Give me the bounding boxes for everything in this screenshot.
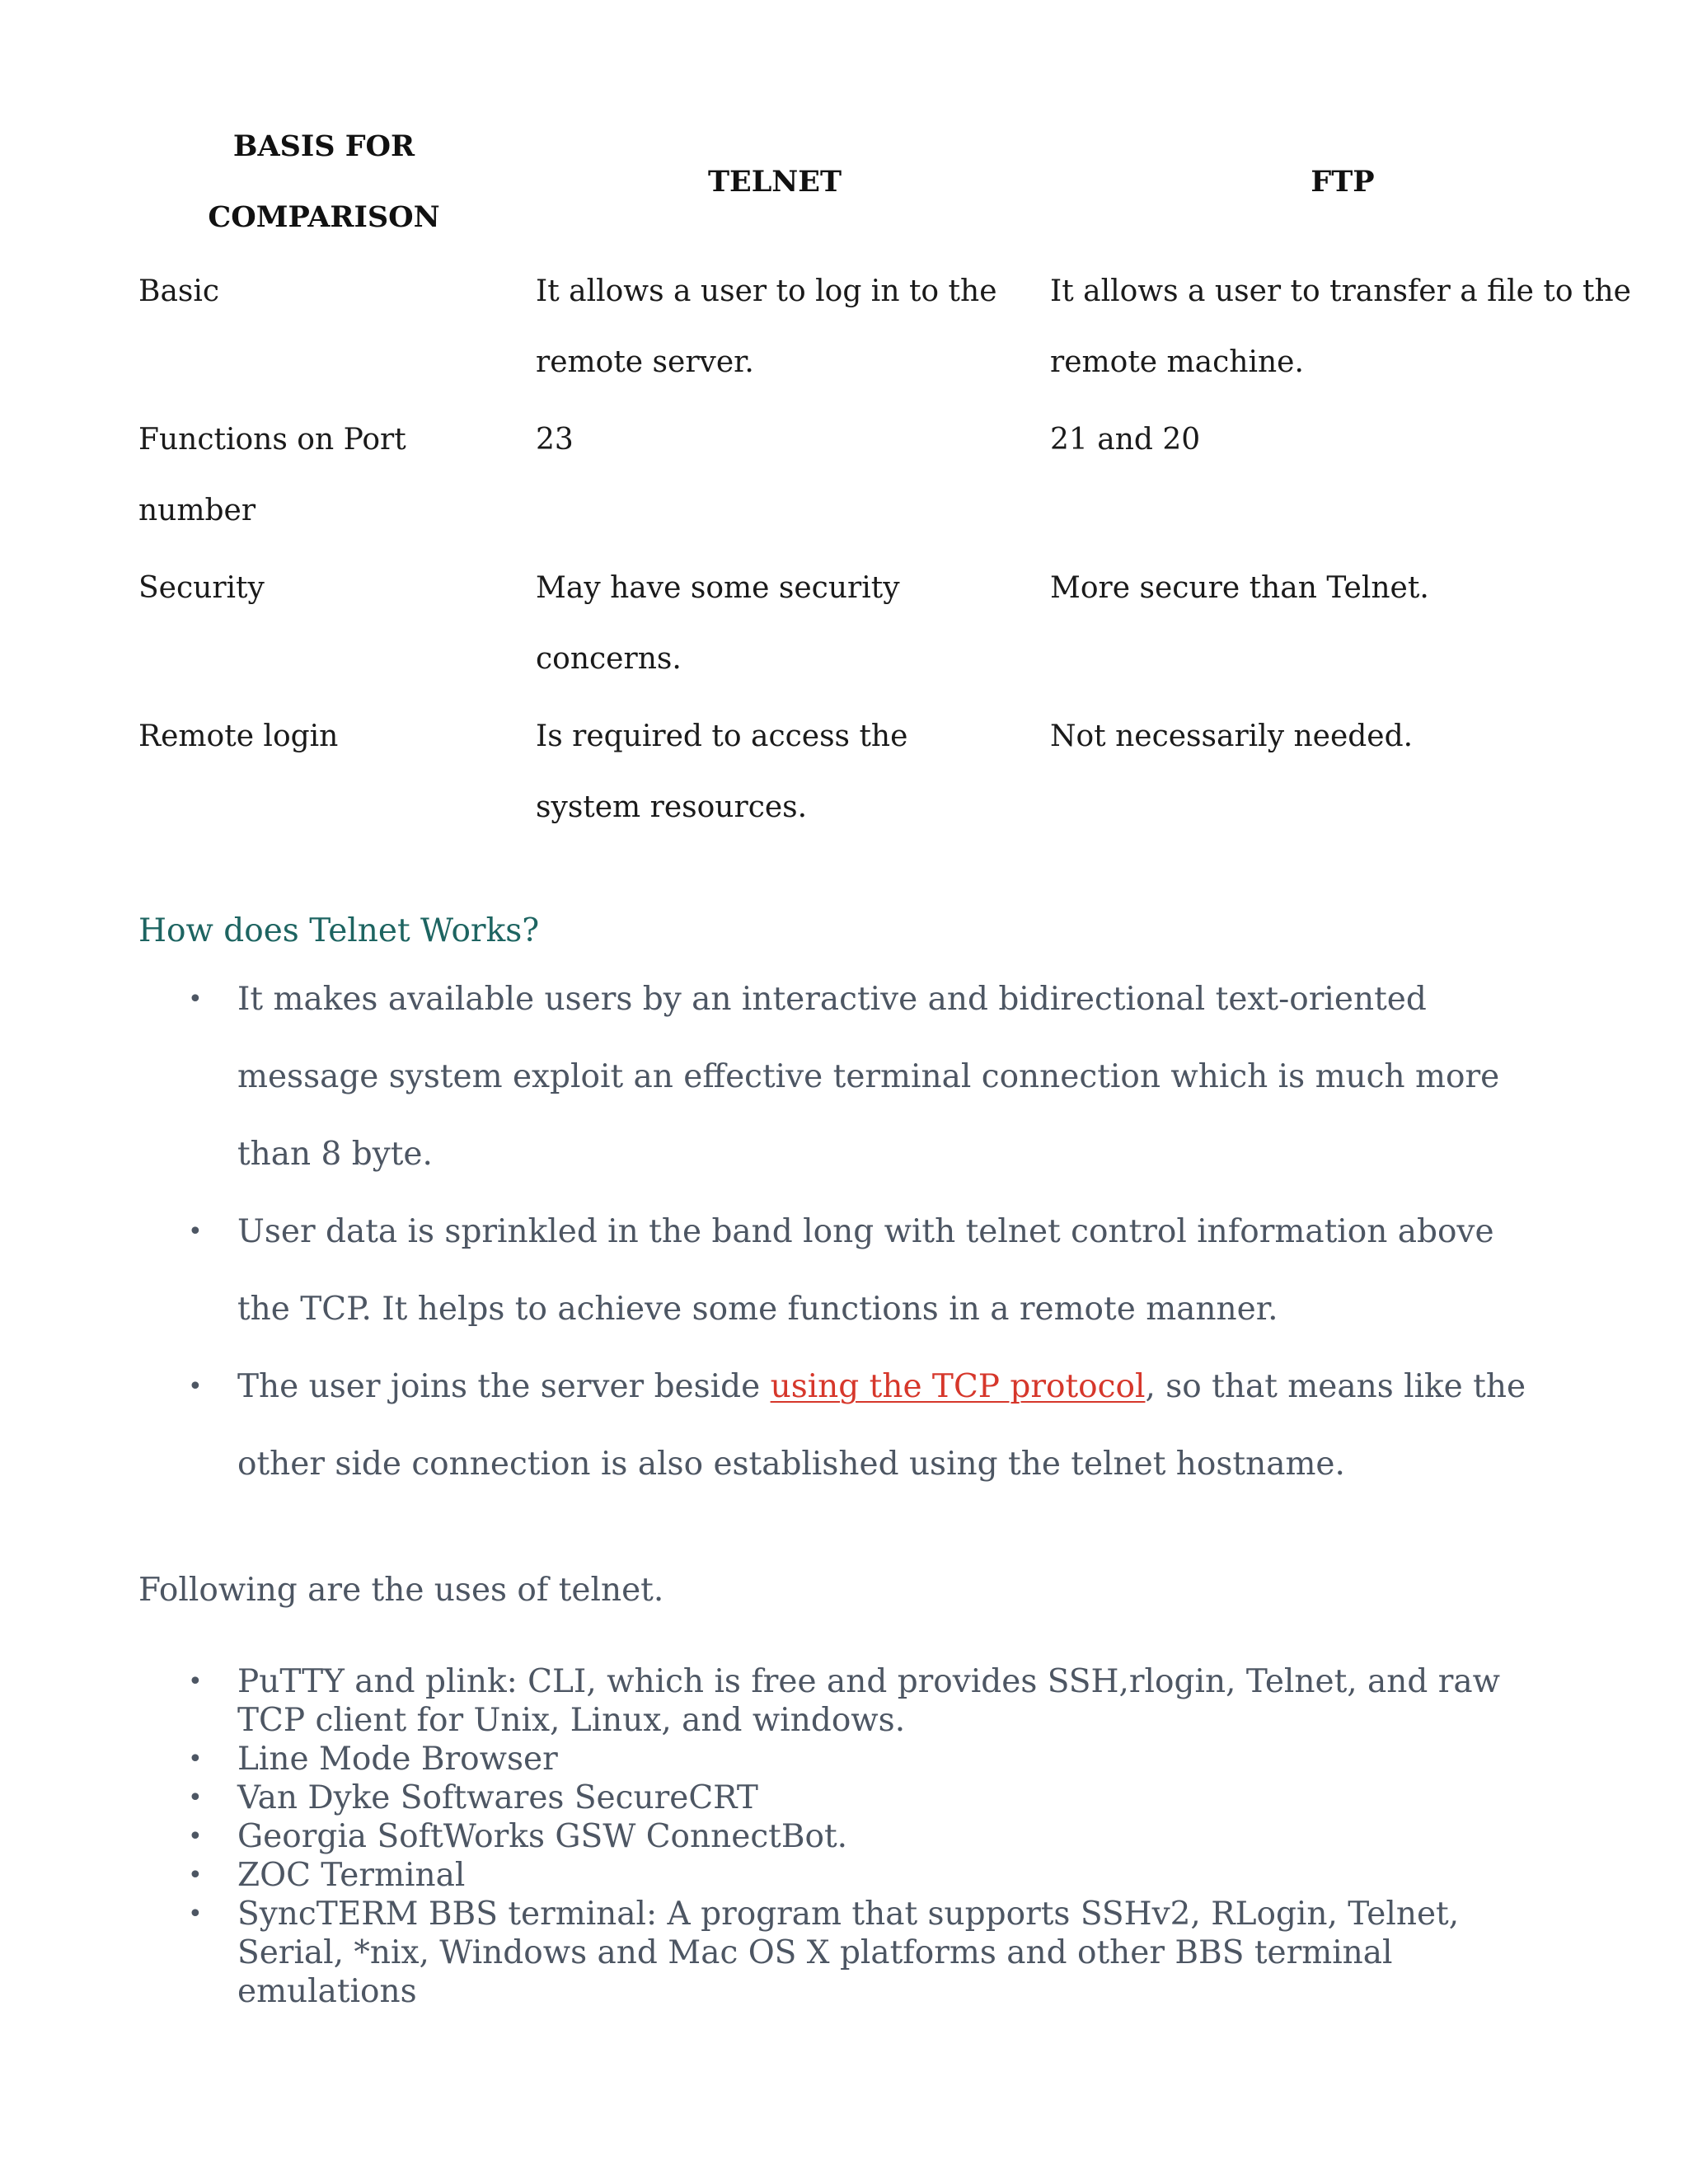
comparison-table <box>138 111 1653 846</box>
how-telnet-works-list <box>138 961 1556 1503</box>
cell-telnet: Is required to access the system resources. <box>536 719 908 824</box>
cell-telnet: May have some security concerns. <box>536 571 900 676</box>
cell-basis: Security <box>138 571 265 605</box>
tcp-protocol-link[interactable]: using the TCP protocol <box>770 1368 1146 1405</box>
list-item-text-after-link: , so that means like the other side connection is also established using the telnet hostname. <box>237 1368 1526 1483</box>
telnet-uses-list <box>138 1662 1540 2011</box>
bullet-icon: • <box>188 1783 203 1812</box>
list-item-text: It makes available users by an interactive and bidirectional text-oriented message system exploit an effective terminal connection which is much more than 8 byte. <box>237 981 1500 1173</box>
list-item-text: User data is sprinkled in the band long with telnet control information above the TCP. It helps to achieve some functions in a remote manner. <box>237 1213 1494 1328</box>
cell-basis: Remote login <box>138 719 339 753</box>
bullet-icon: • <box>188 1217 203 1246</box>
list-item-text: PuTTY and plink: CLI, which is free and provides SSH,rlogin, Telnet, and raw TCP client for Unix, Linux, and windows. <box>237 1663 1501 1739</box>
cell-telnet: 23 <box>536 423 574 457</box>
list-item <box>138 1856 1540 1895</box>
list-item-text: SyncTERM BBS terminal: A program that supports SSHv2, RLogin, Telnet, Serial, *nix, Windows and Mac OS X platforms and other BBS terminal emulations <box>237 1896 1460 2010</box>
table-row-basic <box>138 253 1653 401</box>
bullet-icon: • <box>188 985 203 1014</box>
cell-basis: Functions on Port number <box>138 423 406 527</box>
section-heading-how-telnet-works: How does Telnet Works? <box>138 912 540 949</box>
bullet-icon: • <box>188 1822 203 1851</box>
list-item <box>138 1662 1540 1740</box>
bullet-icon: • <box>188 1900 203 1929</box>
list-item <box>138 1817 1540 1856</box>
list-item-text: ZOC Terminal <box>237 1857 466 1894</box>
header-basis-line2: COMPARISON <box>208 200 440 234</box>
cell-ftp: More secure than Telnet. <box>1050 571 1429 605</box>
list-item <box>138 961 1556 1193</box>
list-item-text: Line Mode Browser <box>237 1741 558 1778</box>
table-row-port <box>138 401 1653 550</box>
table-row-remote-login <box>138 698 1653 846</box>
list-item <box>138 1348 1556 1503</box>
cell-ftp: Not necessarily needed. <box>1050 719 1414 753</box>
list-item <box>138 1779 1540 1817</box>
bullet-icon: • <box>188 1667 203 1696</box>
table-header-row <box>138 111 1653 253</box>
cell-ftp: 21 and 20 <box>1050 423 1201 457</box>
bullet-icon: • <box>188 1372 203 1401</box>
header-basis-line1: BASIS FOR <box>232 129 415 163</box>
header-telnet: TELNET <box>707 165 842 199</box>
list-item <box>138 1740 1540 1779</box>
list-item <box>138 1193 1556 1348</box>
bullet-icon: • <box>188 1861 203 1890</box>
bullet-icon: • <box>188 1745 203 1774</box>
cell-basis: Basic <box>138 274 220 308</box>
header-ftp: FTP <box>1311 165 1375 199</box>
cell-ftp: It allows a user to transfer a file to the remote machine. <box>1050 274 1631 379</box>
list-item-text: Georgia SoftWorks GSW ConnectBot. <box>237 1818 848 1855</box>
list-item-text: Van Dyke Softwares SecureCRT <box>237 1779 758 1816</box>
list-item <box>138 1895 1540 2011</box>
list-item-text-before-link: The user joins the server beside <box>237 1368 771 1405</box>
cell-telnet: It allows a user to log in to the remote server. <box>536 274 997 379</box>
uses-intro-text: Following are the uses of telnet. <box>138 1572 664 1609</box>
header-basis-for-comparison <box>138 111 518 253</box>
table-row-security <box>138 550 1653 698</box>
